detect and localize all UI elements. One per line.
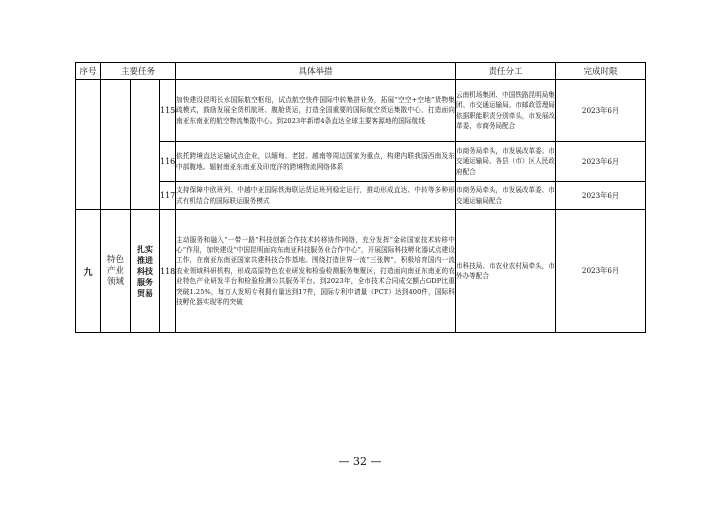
item-number: 118 xyxy=(160,210,176,333)
deadline-text: 2023年6月 xyxy=(556,80,646,142)
header-deadline: 完成时限 xyxy=(556,63,646,80)
section-area-label: 特色产业领域 xyxy=(106,254,124,287)
table-row xyxy=(76,142,646,182)
measure-text: 主动服务和融入“一带一路”科技创新合作技术转移协作网络，充分发挥“金砖国家技术转移中心”作用，加快建设“中国昆明面向东南亚科技服务业合作中心”，开展国际科技孵化器试点建设工作，在南亚东南亚国家共建科技合作基地。围绕打造世界一流“三张牌”，积极培育国内一流农业领域科研机构，形成高原特色农业研发和检验检测服务集聚区，打造面向南亚东南亚的农业特色产业研发平台和检验检测公共服务平台。到2023年，全市技术合同成交额占GDP比重突破1.25%，每万人发明专利拥有量达到17件，国际专利申请量（PCT）达到400件，国际科技孵化器实现零的突破 xyxy=(176,210,456,333)
section-task-label: 扎实推进科技服务贸易 xyxy=(137,244,153,298)
section-number: 九 xyxy=(76,210,101,333)
item-number: 115 xyxy=(160,80,176,142)
header-responsibility: 责任分工 xyxy=(456,63,556,80)
table-row xyxy=(76,210,646,333)
responsibility-text: 市商务局牵头，市发展改革委、市交通运输局、各县（市）区人民政府配合 xyxy=(456,142,556,182)
deadline-text: 2023年6月 xyxy=(556,182,646,210)
item-number: 116 xyxy=(160,142,176,182)
deadline-text: 2023年6月 xyxy=(556,210,646,333)
deadline-text: 2023年6月 xyxy=(556,142,646,182)
measure-text: 依托跨境直达运输试点企业，以缅甸、老挝、越南等周边国家为重点，构建内联我国西南及东中部腹地、辐射南亚东南亚及印度洋的跨境物流网络体系 xyxy=(176,142,456,182)
header-row xyxy=(76,63,646,80)
page-number: — 32 — xyxy=(338,455,382,468)
table-row xyxy=(76,182,646,210)
responsibility-text: 云南机场集团、中国铁路昆明局集团、市交通运输局、市邮政管理局依据职能职责分别牵头，市发展改革委、市商务局配合 xyxy=(456,80,556,142)
responsibility-text: 市商务局牵头，市发展改革委、市交通运输局配合 xyxy=(456,182,556,210)
responsibility-text: 市科技局、市农业农村局牵头，市外办等配合 xyxy=(456,210,556,333)
section-task xyxy=(131,210,160,333)
header-seq: 序号 xyxy=(76,63,101,80)
section-area xyxy=(101,210,131,333)
measure-text: 支持保障中欧班列、中越中亚国际铁海联运货运班列稳定运行，推动形成直达、中转等多种形式有机结合的国际联运服务模式 xyxy=(176,182,456,210)
header-measures: 具体举措 xyxy=(176,63,456,80)
measure-text: 加快建设昆明长水国际航空枢纽，试点航空快件国际中转集拼业务，拓展“空空+空地”货物集疏模式，鼓励发展全货机航班、腹舱货运，打造全国重要的国际航空货运集散中心，打造面向南亚东南亚的航空物流集散中心。到2023年新增4条直达全球主要客源地的国际航线 xyxy=(176,80,456,142)
header-main-task: 主要任务 xyxy=(101,63,176,80)
table-row xyxy=(76,80,646,142)
measures-table xyxy=(75,62,646,333)
item-number: 117 xyxy=(160,182,176,210)
